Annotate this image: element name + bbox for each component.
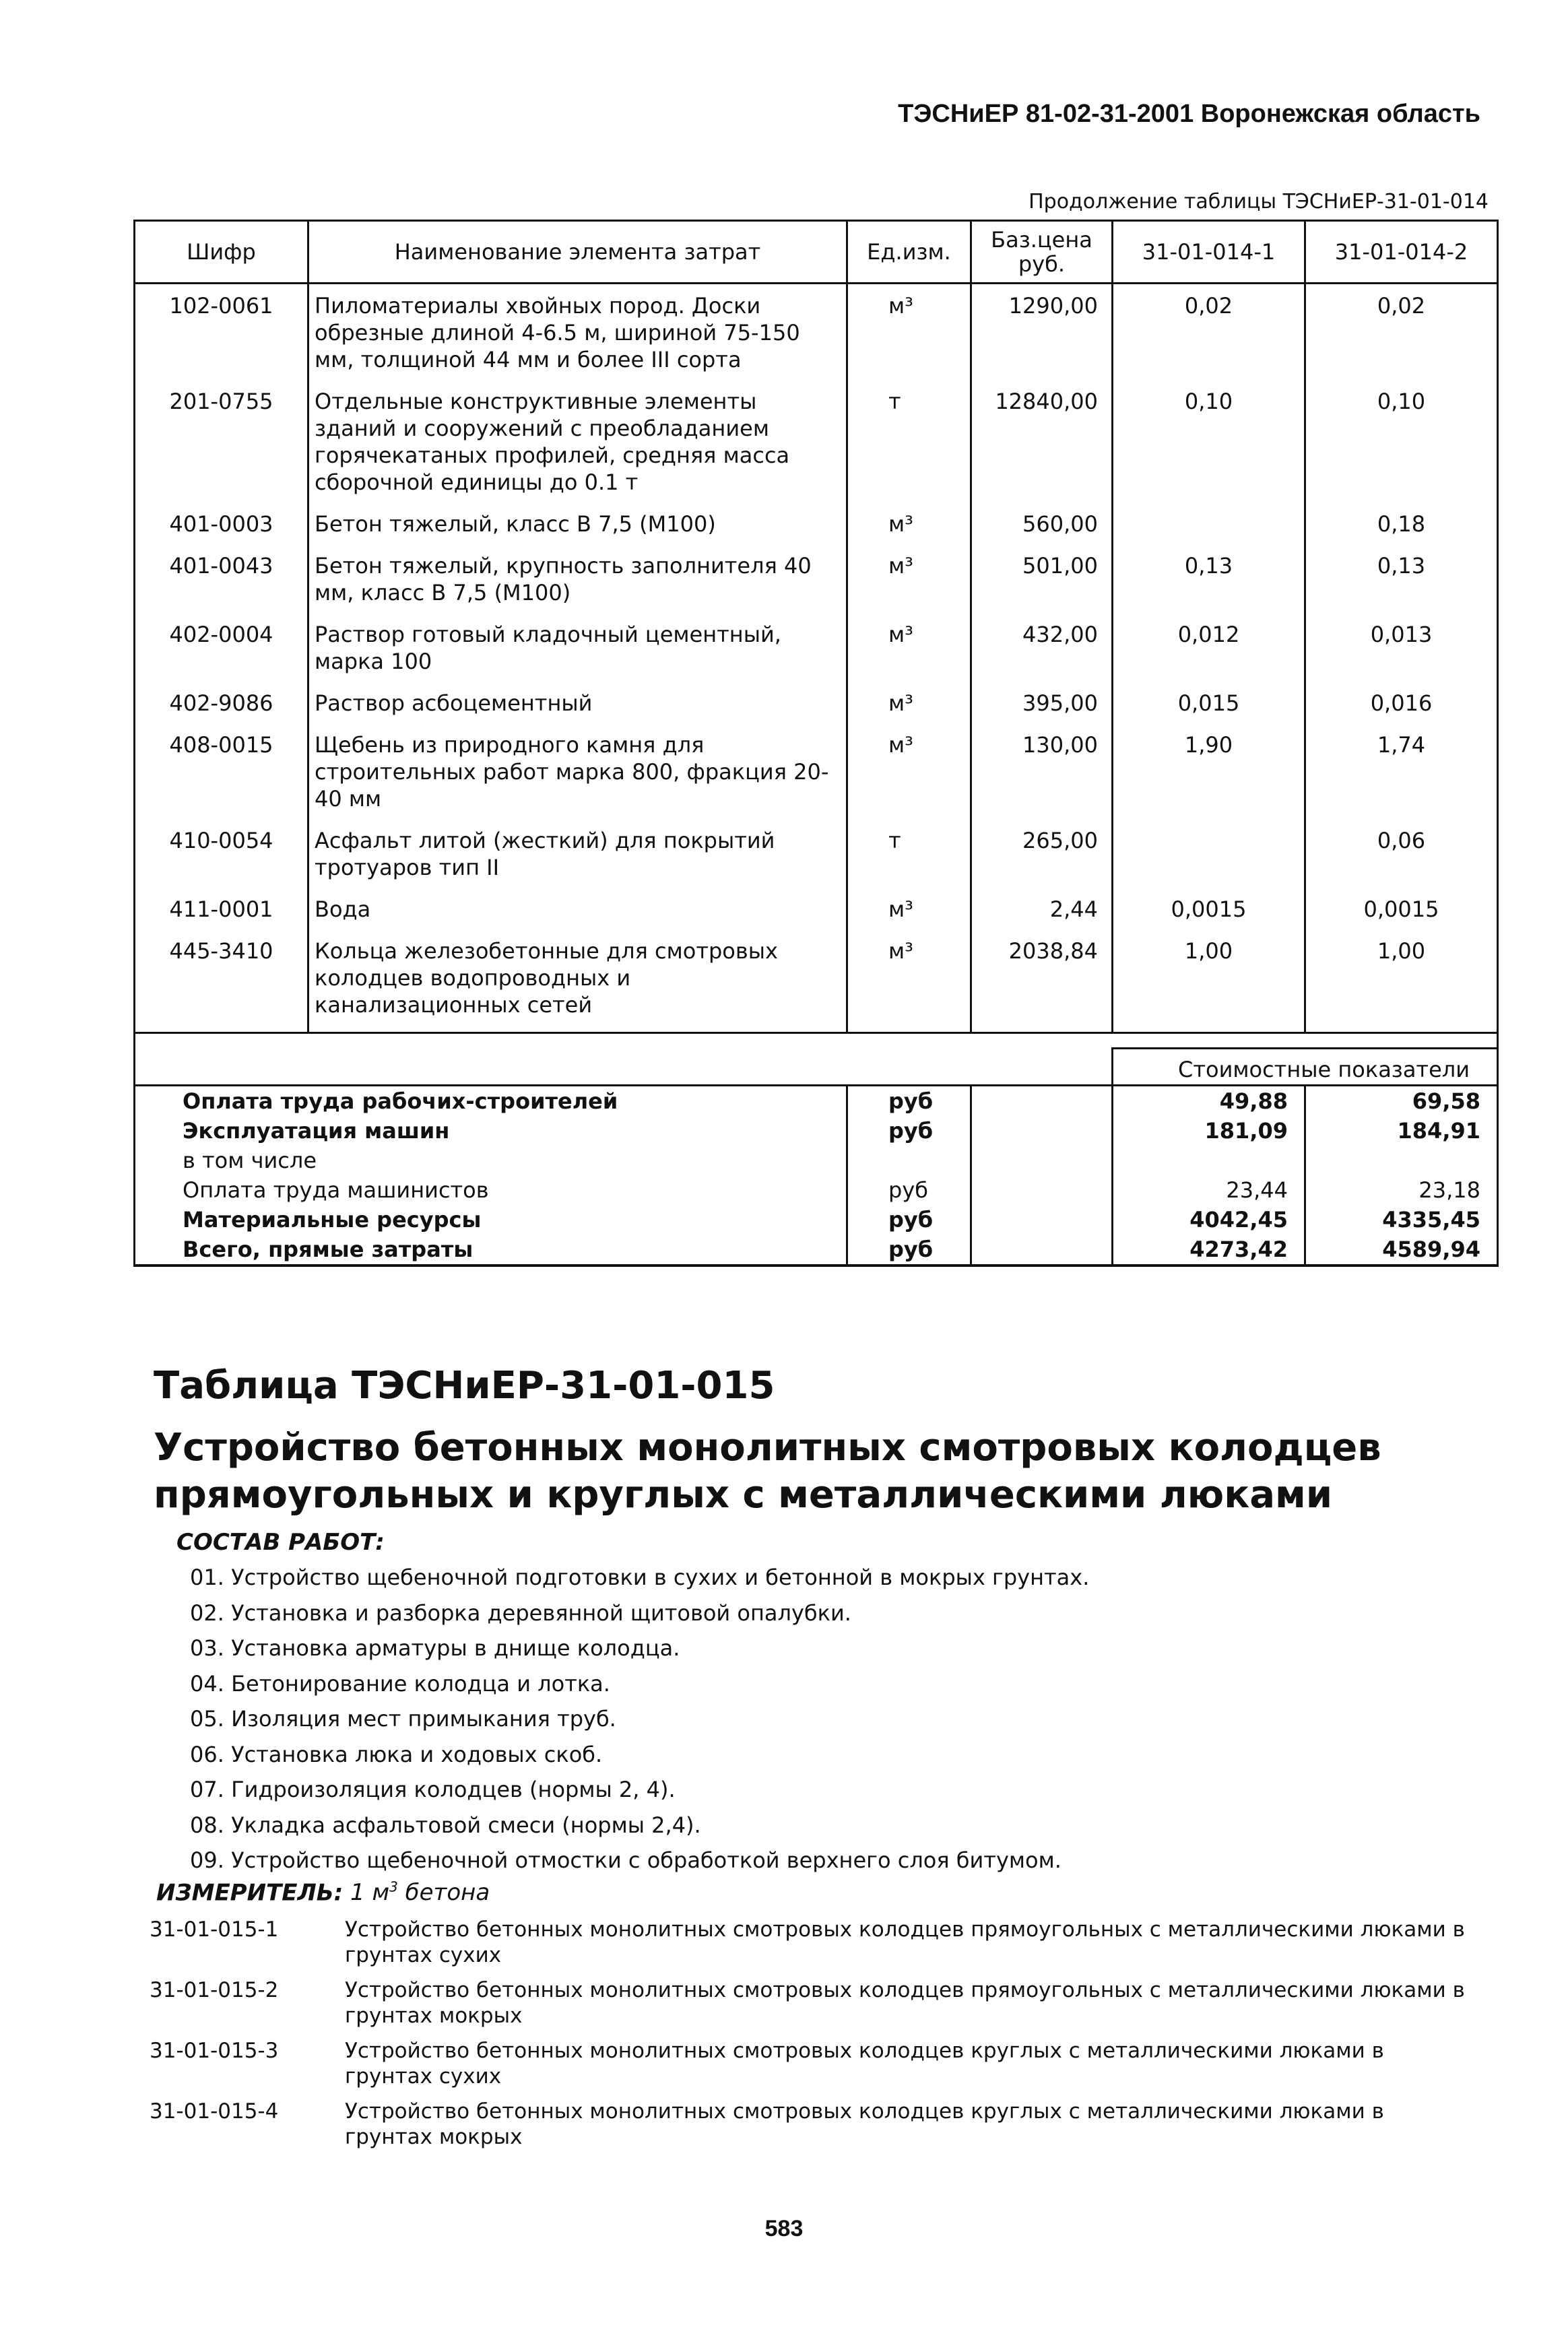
cell-value-1: 1,00 bbox=[1113, 932, 1305, 1033]
cell-code: 410-0054 bbox=[135, 822, 308, 890]
works-list bbox=[190, 1561, 1089, 1880]
cell-name: Асфальт литой (жесткий) для покрытий тротуаров тип II bbox=[308, 822, 847, 890]
cost-row bbox=[135, 1205, 1498, 1235]
cost-name: Оплата труда рабочих-строителей bbox=[135, 1086, 847, 1117]
work-item: 08. Укладка асфальтовой смеси (нормы 2,4). bbox=[190, 1812, 701, 1838]
work-item: 02. Установка и разборка деревянной щитовой опалубки. bbox=[190, 1600, 851, 1626]
cost-blank bbox=[971, 1086, 1113, 1117]
cell-value-1: 0,13 bbox=[1113, 547, 1305, 616]
definition-text: Устройство бетонных монолитных смотровых колодцев круглых с металлическими люками в грунтах мокрых bbox=[345, 2099, 1384, 2149]
cell-name: Кольца железобетонные для смотровых колодцев водопроводных и канализационных сетей bbox=[308, 932, 847, 1033]
cell-name: Пиломатериалы хвойных пород. Доски обрезные длиной 4-6.5 м, шириной 75-150 мм, толщиной 44 мм и более III сорта bbox=[308, 284, 847, 383]
table-row bbox=[135, 822, 1498, 890]
resources-body bbox=[135, 284, 1498, 1033]
definitions-list bbox=[150, 1917, 1470, 2159]
cost-value-1: 4273,42 bbox=[1113, 1235, 1305, 1266]
cost-row bbox=[135, 1235, 1498, 1266]
cost-name: Оплата труда машинистов bbox=[135, 1175, 847, 1205]
cell-unit: м³ bbox=[847, 505, 971, 547]
col-header: 31-01-014-1 bbox=[1113, 221, 1305, 284]
cell-price: 560,00 bbox=[971, 505, 1113, 547]
cell-unit: м³ bbox=[847, 284, 971, 383]
cell-name: Бетон тяжелый, крупность заполнителя 40 мм, класс В 7,5 (М100) bbox=[308, 547, 847, 616]
cell-code: 445-3410 bbox=[135, 932, 308, 1033]
cell-name: Щебень из природного камня для строительных работ марка 800, фракция 20-40 мм bbox=[308, 726, 847, 822]
definition-code: 31-01-015-1 bbox=[150, 1917, 279, 1942]
cost-blank bbox=[971, 1205, 1113, 1235]
work-item: 04. Бетонирование колодца и лотка. bbox=[190, 1670, 610, 1697]
definition-text: Устройство бетонных монолитных смотровых колодцев круглых с металлическими люками в грунтах сухих bbox=[345, 2039, 1384, 2089]
cost-indicators-body bbox=[135, 1033, 1498, 1266]
cell-unit: м³ bbox=[847, 932, 971, 1033]
cell-value-2: 0,18 bbox=[1305, 505, 1498, 547]
cost-value-1: 49,88 bbox=[1113, 1086, 1305, 1117]
cost-name: в том числе bbox=[135, 1146, 847, 1175]
spacer-row bbox=[135, 1033, 1498, 1049]
cell-unit: т bbox=[847, 383, 971, 505]
cell-price: 395,00 bbox=[971, 684, 1113, 726]
cost-unit: руб bbox=[847, 1235, 971, 1266]
cell-value-2: 0,06 bbox=[1305, 822, 1498, 890]
work-item: 05. Изоляция мест примыкания труб. bbox=[190, 1706, 616, 1732]
cost-value-1: 4042,45 bbox=[1113, 1205, 1305, 1235]
page-number: 583 bbox=[764, 2216, 804, 2241]
cell-price: 1290,00 bbox=[971, 284, 1113, 383]
resources-table bbox=[133, 220, 1499, 1267]
table-row bbox=[135, 284, 1498, 383]
cell-value-2: 1,74 bbox=[1305, 726, 1498, 822]
cost-value-1 bbox=[1113, 1146, 1305, 1175]
table-row bbox=[135, 890, 1498, 932]
cost-blank bbox=[971, 1235, 1113, 1266]
cell-unit: м³ bbox=[847, 890, 971, 932]
cell-value-2: 0,016 bbox=[1305, 684, 1498, 726]
cell-name: Раствор готовый кладочный цементный, марка 100 bbox=[308, 616, 847, 684]
col-header: Наименование элемента затрат bbox=[308, 221, 847, 284]
col-header: Шифр bbox=[135, 221, 308, 284]
table-row bbox=[135, 932, 1498, 1033]
cell-price: 2038,84 bbox=[971, 932, 1113, 1033]
work-item: 07. Гидроизоляция колодцев (нормы 2, 4). bbox=[190, 1777, 676, 1802]
cell-code: 102-0061 bbox=[135, 284, 308, 383]
cost-unit: руб bbox=[847, 1086, 971, 1117]
cost-value-2: 23,18 bbox=[1305, 1175, 1498, 1205]
col-header: Ед.изм. bbox=[847, 221, 971, 284]
cell-name: Раствор асбоцементный bbox=[308, 684, 847, 726]
table-row bbox=[135, 505, 1498, 547]
cell-unit: т bbox=[847, 822, 971, 890]
table-row bbox=[135, 547, 1498, 616]
table-header-row bbox=[135, 221, 1498, 284]
cell-value-2: 0,13 bbox=[1305, 547, 1498, 616]
cost-row bbox=[135, 1175, 1498, 1205]
cost-value-1: 181,09 bbox=[1113, 1116, 1305, 1146]
cell-price: 130,00 bbox=[971, 726, 1113, 822]
cell-price: 12840,00 bbox=[971, 383, 1113, 505]
cell-name: Отдельные конструктивные элементы зданий и сооружений с преобладанием горячекатаных профилей, средняя масса сборочной единицы до 0.1 т bbox=[308, 383, 847, 505]
cost-value-2 bbox=[1305, 1146, 1498, 1175]
cell-unit: м³ bbox=[847, 547, 971, 616]
cell-value-1 bbox=[1113, 505, 1305, 547]
cell-price: 265,00 bbox=[971, 822, 1113, 890]
table-row bbox=[135, 684, 1498, 726]
cell-code: 401-0043 bbox=[135, 547, 308, 616]
table-row bbox=[135, 726, 1498, 822]
cell-value-2: 0,013 bbox=[1305, 616, 1498, 684]
measure-line bbox=[156, 1879, 490, 1906]
cost-row bbox=[135, 1116, 1498, 1146]
cost-value-2: 4589,94 bbox=[1305, 1235, 1498, 1266]
cost-value-2: 4335,45 bbox=[1305, 1205, 1498, 1235]
cost-header-label: Стоимостные показатели bbox=[1113, 1049, 1498, 1086]
measure-value: 1 $м^3$ бетона bbox=[350, 1879, 490, 1907]
definition-text: Устройство бетонных монолитных смотровых колодцев прямоугольных с металлическими люками в грунтах мокрых bbox=[345, 1978, 1465, 2028]
cost-value-2: 69,58 bbox=[1305, 1086, 1498, 1117]
cell-code: 411-0001 bbox=[135, 890, 308, 932]
definition-code: 31-01-015-2 bbox=[150, 1978, 279, 2002]
cost-unit: руб bbox=[847, 1175, 971, 1205]
cell-unit: м³ bbox=[847, 684, 971, 726]
works-label: СОСТАВ РАБОТ: bbox=[176, 1529, 385, 1556]
definition-text: Устройство бетонных монолитных смотровых колодцев прямоугольных с металлическими люками в грунтах сухих bbox=[345, 1917, 1465, 1967]
definition-item bbox=[150, 1977, 1470, 2029]
cell-price: 432,00 bbox=[971, 616, 1113, 684]
cost-unit bbox=[847, 1146, 971, 1175]
cost-header-row bbox=[135, 1049, 1498, 1086]
cell-value-2: 0,0015 bbox=[1305, 890, 1498, 932]
cell-value-1: 0,02 bbox=[1113, 284, 1305, 383]
cell-price: 2,44 bbox=[971, 890, 1113, 932]
table-continuation-label: Продолжение таблицы ТЭСНиЕР-31-01-014 bbox=[1028, 190, 1489, 214]
cell-value-2: 0,02 bbox=[1305, 284, 1498, 383]
table-row bbox=[135, 383, 1498, 505]
cost-name: Материальные ресурсы bbox=[135, 1205, 847, 1235]
cost-unit: руб bbox=[847, 1205, 971, 1235]
col-header: 31-01-014-2 bbox=[1305, 221, 1498, 284]
cell-value-1: 1,90 bbox=[1113, 726, 1305, 822]
table-row bbox=[135, 616, 1498, 684]
cell-code: 401-0003 bbox=[135, 505, 308, 547]
cost-value-1: 23,44 bbox=[1113, 1175, 1305, 1205]
document-header: ТЭСНиЕР 81-02-31-2001 Воронежская область bbox=[898, 100, 1480, 128]
definition-item bbox=[150, 1917, 1470, 1968]
cell-code: 201-0755 bbox=[135, 383, 308, 505]
work-item: 01. Устройство щебеночной подготовки в сухих и бетонной в мокрых грунтах. bbox=[190, 1565, 1090, 1590]
col-header: Баз.цена руб. bbox=[971, 221, 1113, 284]
definition-code: 31-01-015-3 bbox=[150, 2039, 279, 2063]
definition-code: 31-01-015-4 bbox=[150, 2099, 279, 2124]
cell-value-1 bbox=[1113, 822, 1305, 890]
work-item: 06. Установка люка и ходовых скоб. bbox=[190, 1741, 603, 1767]
cost-name: Всего, прямые затраты bbox=[135, 1235, 847, 1266]
work-item: 03. Установка арматуры в днище колодца. bbox=[190, 1635, 680, 1661]
cell-value-2: 1,00 bbox=[1305, 932, 1498, 1033]
cell-value-1: 0,10 bbox=[1113, 383, 1305, 505]
cost-blank bbox=[971, 1146, 1113, 1175]
section-title: Таблица ТЭСНиЕР-31-01-015 bbox=[154, 1364, 775, 1408]
cost-value-2: 184,91 bbox=[1305, 1116, 1498, 1146]
cost-blank bbox=[971, 1175, 1113, 1205]
cell-code: 402-9086 bbox=[135, 684, 308, 726]
cost-unit: руб bbox=[847, 1116, 971, 1146]
cell-value-1: 0,012 bbox=[1113, 616, 1305, 684]
cell-code: 402-0004 bbox=[135, 616, 308, 684]
measure-label: ИЗМЕРИТЕЛЬ: bbox=[156, 1879, 344, 1907]
cell-name: Вода bbox=[308, 890, 847, 932]
cell-value-1: 0,015 bbox=[1113, 684, 1305, 726]
work-item: 09. Устройство щебеночной отмостки с обработкой верхнего слоя битумом. bbox=[190, 1847, 1061, 1873]
cell-value-1: 0,0015 bbox=[1113, 890, 1305, 932]
cell-name: Бетон тяжелый, класс В 7,5 (М100) bbox=[308, 505, 847, 547]
cell-code: 408-0015 bbox=[135, 726, 308, 822]
cell-value-2: 0,10 bbox=[1305, 383, 1498, 505]
section-subtitle: Устройство бетонных монолитных смотровых колодцев прямоугольных и круглых с металлическими люками bbox=[154, 1426, 1381, 1517]
cost-row bbox=[135, 1146, 1498, 1175]
cost-row bbox=[135, 1086, 1498, 1117]
cell-unit: м³ bbox=[847, 726, 971, 822]
definition-item bbox=[150, 2099, 1470, 2150]
cost-blank bbox=[971, 1116, 1113, 1146]
cost-name: Эксплуатация машин bbox=[135, 1116, 847, 1146]
definition-item bbox=[150, 2038, 1470, 2089]
cell-price: 501,00 bbox=[971, 547, 1113, 616]
cell-unit: м³ bbox=[847, 616, 971, 684]
